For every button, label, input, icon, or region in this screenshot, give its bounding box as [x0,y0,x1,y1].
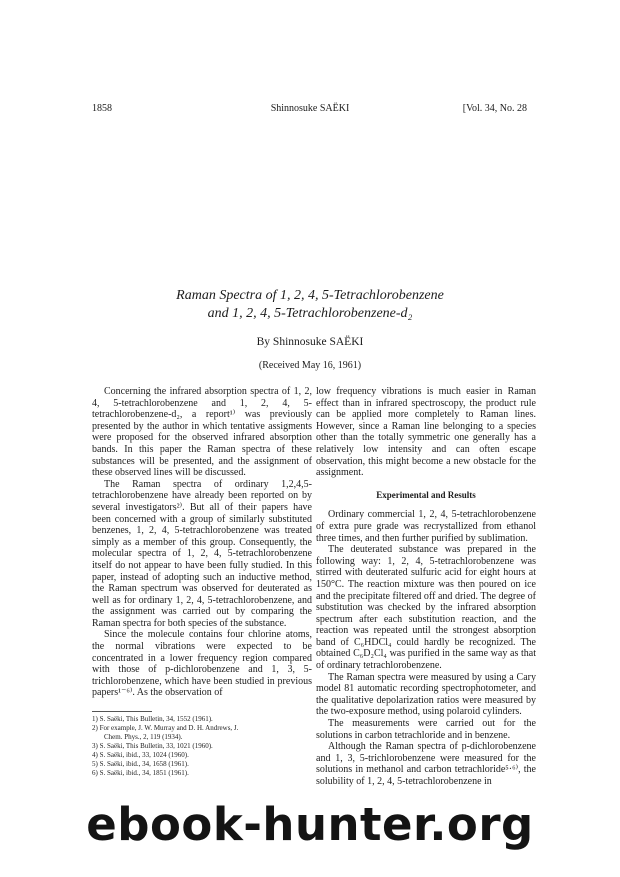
watermark: ebook-hunter.org [86,798,534,851]
footnote-continuation: Chem. Phys., 2, 119 (1934). [104,733,183,741]
right-column [316,386,536,788]
body-paragraph: The deuterated substance was prepared in the following way: 1, 2, 4, 5-tetrachlorobenzene was stirred with deuterated sulfuric acid for eight hours at 150°C. The reaction mixture was then poured on ice and the precipitate filtered off and dried. The degree of substitution was checked by the infrared absorption spectrum after each substitution reaction, and the reaction was repeated until the strongest absorption band of C₆HDCl₄ could hardly be recognized. The obtained C₆D₂Cl₄ was purified in the same way as that of ordinary tetrachlorobenzene. [316,544,536,672]
footnote: 2) For example, J. W. Murray and D. H. Andrews, J. [92,724,239,732]
left-column [92,386,312,699]
journal-reference: [Vol. 34, No. 28 [462,103,527,114]
body-paragraph: The measurements were carried out for the solutions in carbon tetrachloride and in benzene. [316,718,536,741]
body-paragraph: The Raman spectra were measured by using a Cary model 81 automatic recording spectrophotometer, and the qualitative depolarization ratios were measured by the two-exposure method, using polaroid cylinders. [316,671,536,718]
page-number: 1858 [92,103,112,114]
footnote: 6) S. Saëki, ibid., 34, 1851 (1961). [92,769,189,777]
footnote: 5) S. Saëki, ibid., 34, 1658 (1961). [92,760,189,768]
body-paragraph: Since the molecule contains four chlorine atoms, the normal vibrations were expected to be concentrated in a lower frequency region compared with those of p-dichlorobenzene and 1, 3, 5-trichlorobenzene, which have been studied in previous papers¹⁻⁶⁾. As the observation of [92,629,312,699]
footnotes [92,715,314,778]
footnote-rule [92,711,152,712]
footnote: 1) S. Saëki, This Bulletin, 34, 1552 (1961). [92,715,213,723]
body-paragraph: Although the Raman spectra of p-dichlorobenzene and 1, 3, 5-trichlorobenzene were measured for the solutions in methanol and carbon tetrachloride⁵·⁶⁾, the solubility of 1, 2, 4, 5-tetrachlorobenzene in [316,741,536,787]
article-title-line-2: and 1, 2, 4, 5-Tetrachlorobenzene-d₂ [207,306,413,321]
body-paragraph: Ordinary commercial 1, 2, 4, 5-tetrachlorobenzene of extra pure grade was recrystallized from ethanol three times, and then further purified by sublimation. [316,509,536,544]
received-date: (Received May 16, 1961) [258,360,362,371]
footnote: 4) S. Saëki, ibid., 33, 1024 (1960). [92,751,189,759]
body-paragraph: The Raman spectra of ordinary 1,2,4,5-tetrachlorobenzene have already been reported on by several investigators²⁾. But all of their papers have been concerned with a group of similarly substituted benzenes, 1, 2, 4, 5-tetrachlorobenzene was treated simply as a member of this group. Consequently, the molecular spectra of 1, 2, 4, 5-tetrachlorobenzene itself do not appear to have been fully studied. In this paper, instead of adopting such an inductive method, the Raman spectrum was observed for deuterated as well as for ordinary 1, 2, 4, 5-tetrachlorobenzene, and the assignment was carried out by comparing the Raman spectra for both species of the substance. [92,478,312,629]
body-paragraph: low frequency vibrations is much easier in Raman effect than in infrared spectroscopy, the product rule can be applied more completely to Raman lines. However, since a Raman line belonging to a species other than the totally symmetric one generally has a relatively low intensity and can often escape observation, this might become a new obstacle for the assignment. [316,386,536,479]
section-heading: Experimental and Results [376,489,476,500]
author-byline: By Shinnosuke SAËKI [256,336,364,348]
body-paragraph: Concerning the infrared absorption spectra of 1, 2, 4, 5-tetrachlorobenzene and 1, 2, 4, 5-tetrachlorobenzene-d₂, a report¹⁾ was previously presented by the author in which tentative assigments were proposed for the observed infrared absorption bands. In this paper the Raman spectra of these substances will be presented, and the assignment of these observed lines will be discussed. [92,386,312,479]
running-head: Shinnosuke SAËKI [270,103,350,114]
article-title-line-1: Raman Spectra of 1, 2, 4, 5-Tetrachlorobenzene [176,288,444,303]
footnote: 3) S. Saëki, This Bulletin, 33, 1021 (1960). [92,742,213,750]
